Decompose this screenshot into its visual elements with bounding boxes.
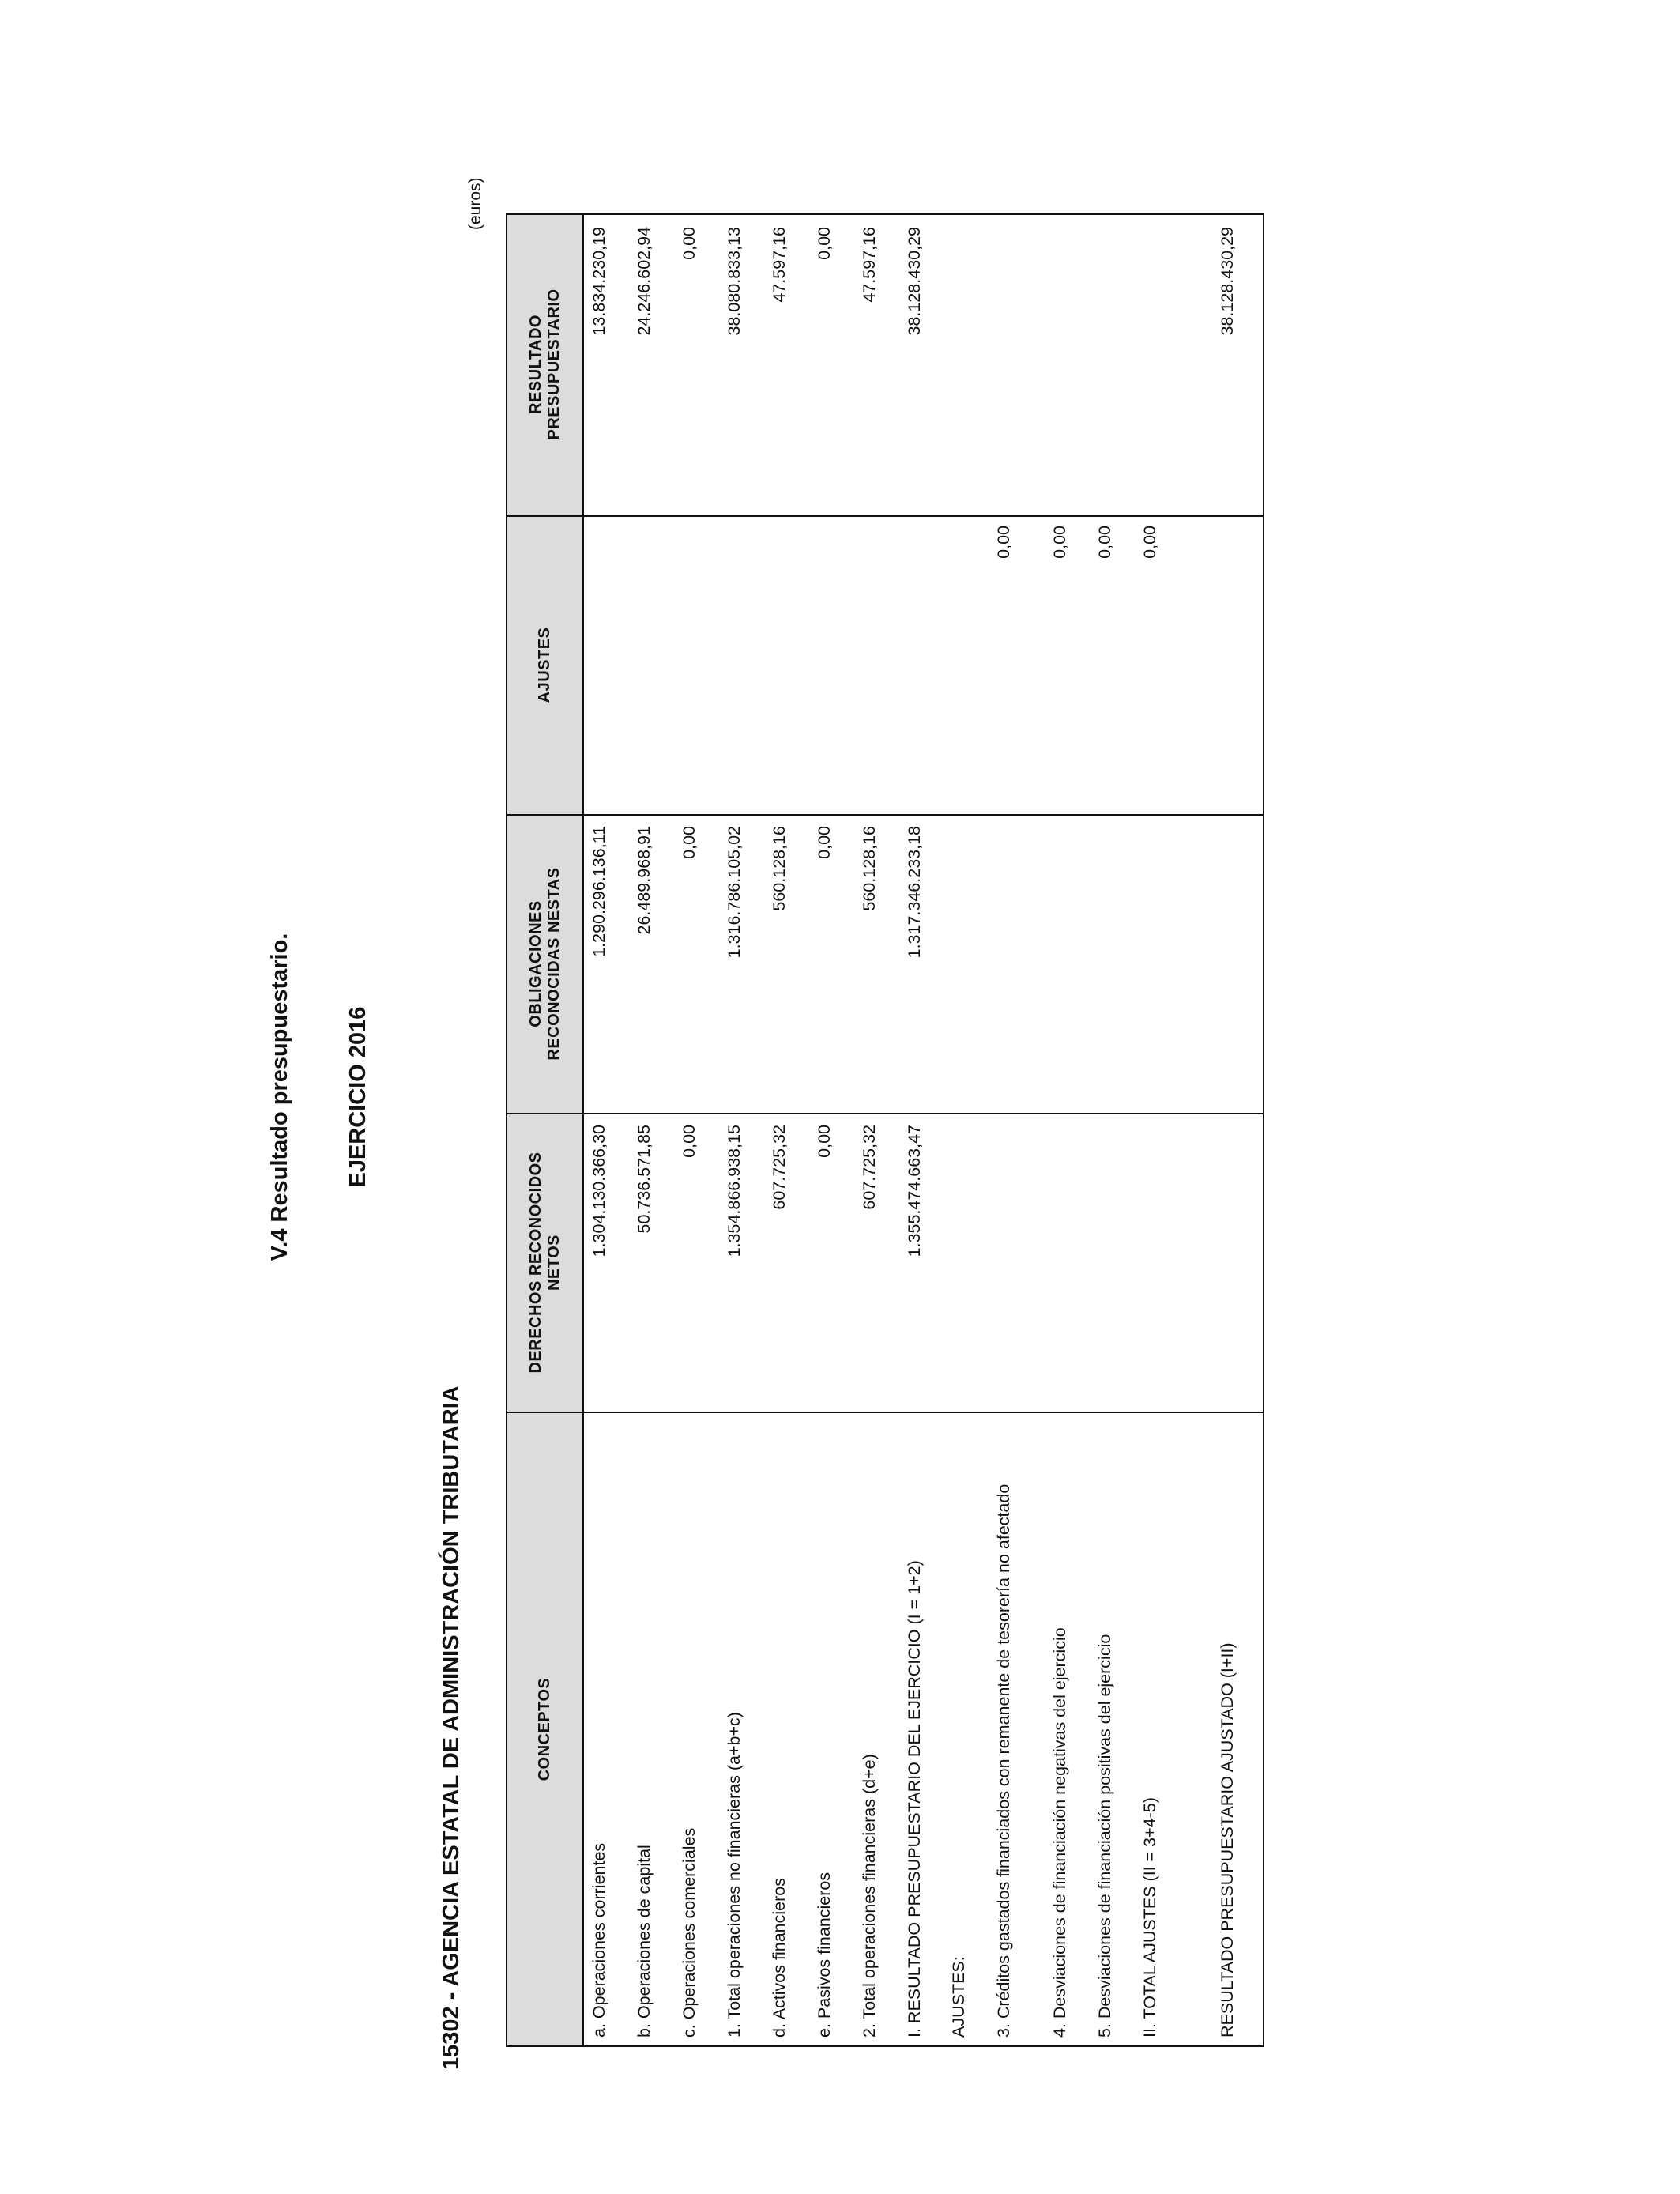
cell-derechos: 1.304.130.366,30	[590, 1125, 608, 1257]
table-row	[770, 215, 789, 2045]
row-concepto: b. Operaciones de capital	[635, 1845, 654, 2038]
table-row	[949, 215, 968, 2045]
cell-ajustes: 0,00	[994, 526, 1013, 559]
exercise-year: EJERCICIO 2016	[345, 1006, 371, 1188]
header-resultado: RESULTADO PRESUPUESTARIO	[526, 288, 563, 440]
cell-ajustes: 0,00	[1050, 526, 1069, 559]
table-row	[590, 215, 608, 2045]
cell-derechos: 607.725,32	[770, 1125, 789, 1210]
cell-resultado: 24.246.602,94	[635, 227, 654, 336]
cell-obligaciones: 26.489.968,91	[635, 826, 654, 935]
table-row	[994, 215, 1013, 2045]
cell-resultado: 38.128.430,29	[1218, 227, 1237, 336]
cell-derechos: 607.725,32	[860, 1125, 879, 1210]
cell-derechos: 0,00	[680, 1125, 699, 1158]
entity-name: 15302 - AGENCIA ESTATAL DE ADMINISTRACIÓN TRIBUTARIA	[439, 1385, 464, 2070]
row-concepto: 5. Desviaciones de financiación positivas del ejercicio	[1095, 1634, 1114, 2038]
row-concepto: d. Activos financieros	[770, 1878, 789, 2038]
row-concepto: 4. Desviaciones de financiación negativas del ejercicio	[1050, 1627, 1069, 2038]
cell-obligaciones: 560.128,16	[860, 826, 879, 911]
table-row	[725, 215, 744, 2045]
cell-obligaciones: 560.128,16	[770, 826, 789, 911]
cell-ajustes: 0,00	[1095, 526, 1114, 559]
table-row	[680, 215, 699, 2045]
row-concepto: e. Pasivos financieros	[815, 1872, 834, 2038]
header-conceptos: CONCEPTOS	[536, 1677, 553, 1781]
cell-derechos: 1.355.474.663,47	[905, 1125, 924, 1257]
units-label: (euros)	[466, 177, 484, 230]
row-concepto: RESULTADO PRESUPUESTARIO AJUSTADO (I+II)	[1218, 1642, 1237, 2038]
row-concepto: I. RESULTADO PRESUPUESTARIO DEL EJERCICIO (I = 1+2)	[905, 1560, 924, 2038]
cell-resultado: 38.080.833,13	[725, 227, 744, 336]
cell-obligaciones: 1.317.346.233,18	[905, 826, 924, 959]
cell-resultado: 0,00	[680, 227, 699, 260]
table-row	[1050, 215, 1069, 2045]
cell-resultado: 47.597,16	[770, 227, 789, 303]
table-row	[1095, 215, 1114, 2045]
column-divider	[507, 515, 1263, 517]
cell-resultado: 38.128.430,29	[905, 227, 924, 336]
cell-derechos: 1.354.866.938,15	[725, 1125, 744, 1257]
table-row	[1140, 215, 1159, 2045]
cell-obligaciones: 1.316.786.105,02	[725, 826, 744, 959]
cell-derechos: 0,00	[815, 1125, 834, 1158]
table-row	[635, 215, 654, 2045]
row-concepto: 1. Total operaciones no financieras (a+b+c)	[725, 1712, 744, 2038]
cell-derechos: 50.736.571,85	[635, 1125, 654, 1234]
column-divider	[507, 1412, 1263, 1413]
row-concepto: a. Operaciones corrientes	[590, 1842, 608, 2038]
document-title: V.4 Resultado presupuestario.	[267, 933, 292, 1261]
header-ajustes: AJUSTES	[536, 627, 553, 703]
cell-resultado: 13.834.230,19	[590, 227, 608, 336]
row-concepto: c. Operaciones comerciales	[680, 1827, 699, 2038]
row-concepto: 3. Créditos gastados financiados con remanente de tesorería no afectado	[994, 1483, 1013, 2038]
cell-resultado: 47.597,16	[860, 227, 879, 303]
cell-ajustes: 0,00	[1140, 526, 1159, 559]
cell-obligaciones: 0,00	[815, 826, 834, 859]
column-divider	[507, 814, 1263, 816]
row-concepto: AJUSTES:	[949, 1956, 968, 2038]
budget-result-table	[506, 213, 1264, 2047]
header-derechos: DERECHOS RECONOCIDOS NETOS	[526, 1152, 563, 1374]
row-concepto: 2. Total operaciones financieras (d+e)	[860, 1754, 879, 2038]
cell-resultado: 0,00	[815, 227, 834, 260]
cell-obligaciones: 0,00	[680, 826, 699, 859]
row-concepto: II. TOTAL AJUSTES (II = 3+4-5)	[1140, 1797, 1159, 2038]
cell-obligaciones: 1.290.296.136,11	[590, 826, 608, 957]
header-obligaciones: OBLIGACIONES RECONOCIDAS NESTAS	[526, 867, 563, 1061]
column-divider	[507, 1113, 1263, 1114]
